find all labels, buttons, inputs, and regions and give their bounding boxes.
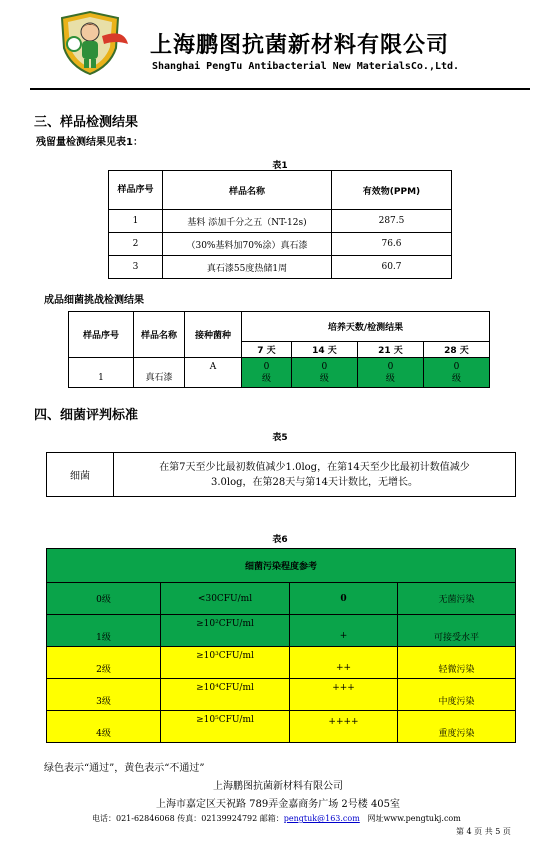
table1-header-value: 有效物(PPM) bbox=[332, 171, 452, 210]
residual-table bbox=[108, 170, 452, 279]
criteria-label: 细菌 bbox=[47, 453, 114, 497]
footer-website: 网址www.pengtukj.com bbox=[367, 814, 461, 823]
color-note: 绿色表示“通过”，黄色表示“不通过” bbox=[44, 763, 205, 774]
table-row: 2级 ≥10³CFU/ml ++ 轻微污染 bbox=[47, 647, 516, 679]
table2-header-name: 样品名称 bbox=[134, 312, 185, 358]
criteria-table bbox=[46, 452, 516, 497]
residual-intro: 残留量检测结果见表1： bbox=[36, 137, 143, 148]
company-name-en: Shanghai PengTu Antibacterial New MaterialsCo.,Ltd. bbox=[152, 61, 460, 72]
table-row: 0级 <30CFU/ml 0 无菌污染 bbox=[47, 583, 516, 615]
page-number: 第 4 页 共 5 页 bbox=[456, 827, 511, 836]
table1-caption: 表1 bbox=[272, 161, 288, 171]
table2-day-7: 7 天 bbox=[242, 342, 292, 358]
footer-email-link[interactable]: pengtuk@163.com bbox=[283, 814, 360, 823]
contamination-table bbox=[46, 548, 516, 743]
result-day-28: 0 级 bbox=[423, 358, 489, 388]
table2-header-results: 培养天数/检测结果 bbox=[242, 312, 490, 342]
footer-address: 上海市嘉定区天祝路 789弄金嘉商务广场 2号楼 405室 bbox=[155, 799, 401, 810]
table1-header-name: 样品名称 bbox=[163, 171, 332, 210]
table-row: 1 基料 添加千分之五（NT-12s) 287.5 bbox=[109, 210, 452, 233]
table6-caption: 表6 bbox=[272, 535, 288, 545]
table2-day-14: 14 天 bbox=[291, 342, 357, 358]
section4-title: 四、细菌评判标准 bbox=[34, 408, 139, 423]
table2-day-21: 21 天 bbox=[357, 342, 423, 358]
table2-day-28: 28 天 bbox=[423, 342, 489, 358]
company-name-cn: 上海鹏图抗菌新材料有限公司 bbox=[150, 33, 450, 58]
table-row: 3级 ≥10⁴CFU/ml +++ 中度污染 bbox=[47, 679, 516, 711]
table-row: 4级 ≥10⁵CFU/ml ++++ 重度污染 bbox=[47, 711, 516, 743]
result-day-21: 0 级 bbox=[357, 358, 423, 388]
table5-caption: 表5 bbox=[272, 433, 288, 443]
footer-company: 上海鹏图抗菌新材料有限公司 bbox=[213, 781, 343, 792]
section3-title: 三、样品检测结果 bbox=[34, 115, 139, 130]
table-row: 2 （30%基料加70%涂）真石漆 76.6 bbox=[109, 233, 452, 256]
table-row: 1 真石漆 A 0 级 0 级 0 级 0 级 bbox=[69, 358, 490, 388]
footer-contact bbox=[92, 813, 461, 824]
table-row: 1级 ≥10²CFU/ml + 可接受水平 bbox=[47, 615, 516, 647]
company-logo bbox=[50, 10, 130, 78]
result-day-7: 0 级 bbox=[242, 358, 292, 388]
table1-header-id: 样品序号 bbox=[109, 171, 163, 210]
challenge-title: 成品细菌挑战检测结果 bbox=[44, 295, 144, 306]
table2-header-id: 样品序号 bbox=[69, 312, 134, 358]
criteria-text: 在第7天至少比最初数值减少1.0log，在第14天至少比最初计数值减少 3.0log，在第28天与第14天计数比，无增长。 bbox=[114, 453, 516, 497]
table6-title: 细菌污染程度参考 bbox=[47, 549, 516, 583]
challenge-table bbox=[68, 311, 490, 388]
header-divider bbox=[30, 88, 530, 90]
table-row: 3 真石漆55度热储1周 60.7 bbox=[109, 256, 452, 279]
result-day-14: 0 级 bbox=[291, 358, 357, 388]
footer-phone: 电话：021-62846068 传真：02139924792 邮箱： bbox=[92, 814, 284, 823]
table2-header-strain: 接种菌种 bbox=[185, 312, 242, 358]
